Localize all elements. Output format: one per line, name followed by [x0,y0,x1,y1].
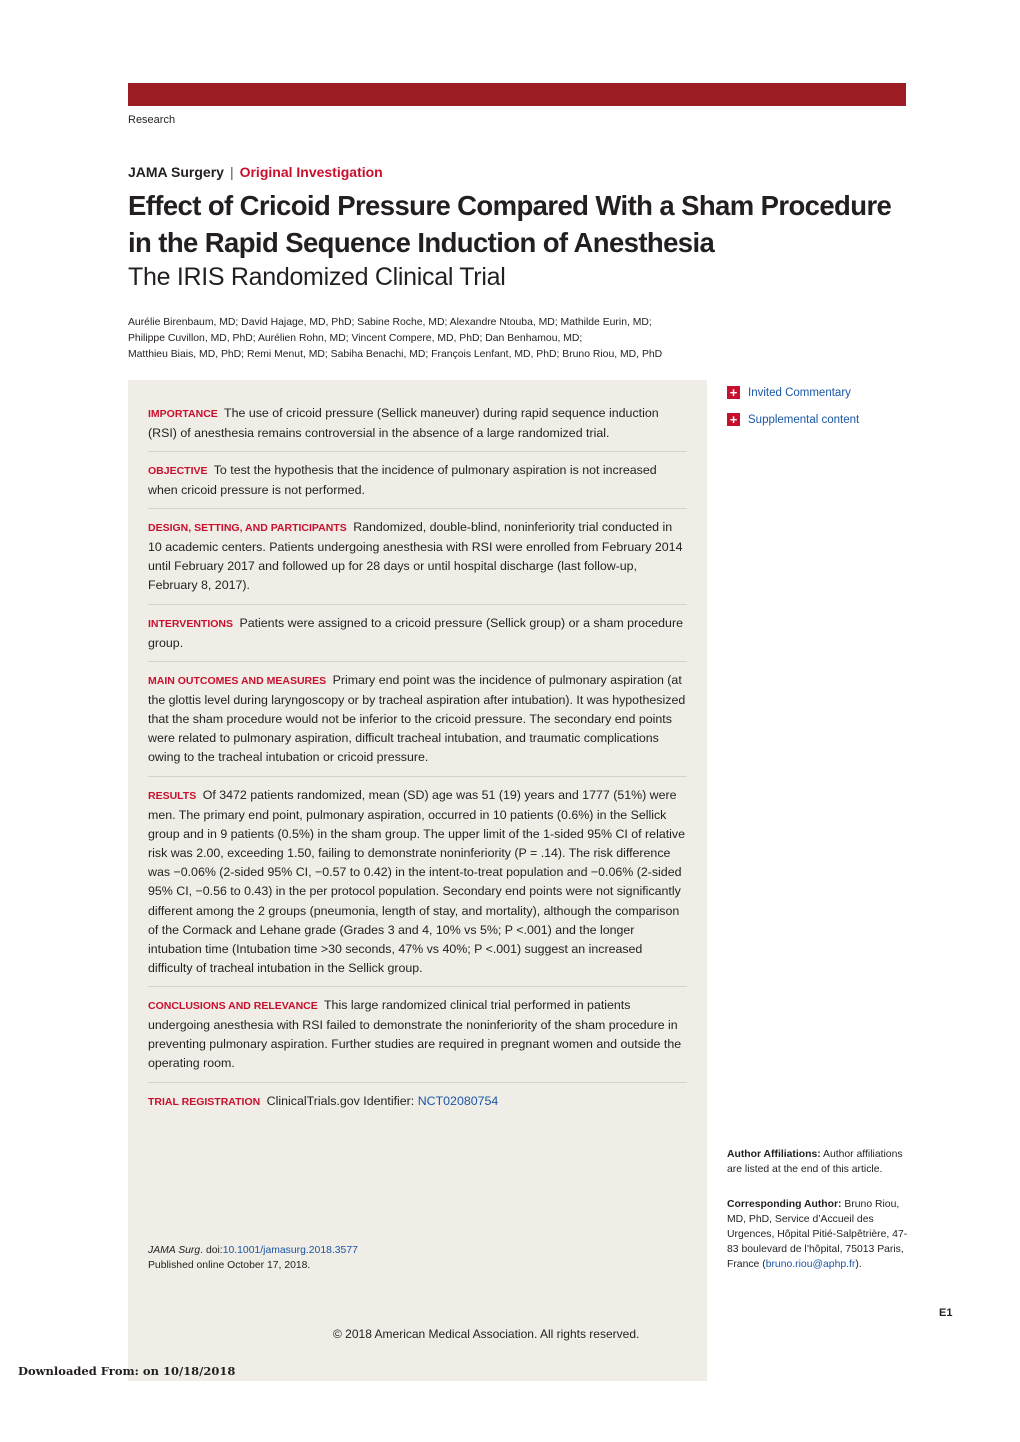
supplemental-content-link[interactable] [727,413,859,426]
abstract-conclusions [148,996,688,1073]
divider [148,776,687,777]
published-date: Published online October 17, 2018. [148,1260,311,1271]
abstract-text: Patients were assigned to a cricoid pressure (Sellick group) or a sham procedure group. [148,616,683,651]
abstract-heading: RESULTS [148,790,197,802]
author-affiliations [727,1147,909,1177]
journal-line [128,164,383,180]
header-bar [128,83,906,106]
author-line: Philippe Cuvillon, MD, PhD; Aurélien Rohn, MD; Vincent Compere, MD, PhD; Dan Benhamou, MD; [128,333,583,344]
author-list [128,315,728,363]
article-type: Original Investigation [239,164,383,180]
supplemental-content-label[interactable]: Supplemental content [748,413,860,426]
corresponding-end: ). [855,1259,862,1270]
abstract-outcomes [148,671,688,767]
journal-separator: | [229,164,234,180]
page-number: E1 [939,1307,953,1319]
abstract-interventions [148,614,688,653]
section-label: Research [128,114,176,126]
divider [148,661,687,662]
copyright: © 2018 American Medical Association. All rights reserved. [333,1327,640,1341]
divider [148,451,687,452]
divider [148,1082,687,1083]
abstract-text: ClinicalTrials.gov Identifier: [266,1094,415,1108]
doi-prefix: . doi: [200,1245,223,1256]
abstract-text: The use of cricoid pressure (Sellick maneuver) during rapid sequence induction (RSI) of anesthesia remains controversial in the absence of a large randomized trial. [148,406,659,441]
abstract-heading: OBJECTIVE [148,465,208,477]
abstract-heading: DESIGN, SETTING, AND PARTICIPANTS [148,522,347,534]
trial-registration-link[interactable]: NCT02080754 [417,1094,499,1108]
invited-commentary-link[interactable] [727,386,851,399]
plus-icon: + [727,386,740,399]
abstract-registration [148,1092,688,1112]
abstract-heading: INTERVENTIONS [148,618,233,630]
journal-abbrev: JAMA Surg [148,1245,201,1256]
abstract-text: Primary end point was the incidence of pulmonary aspiration (at the glottis level during laryngoscopy or by tracheal aspiration after intubation). It was hypothesized that the sham procedure would not be inferior to the cricoid pressure. The secondary end points were related to pulmonary aspiration, difficult tracheal intubation, and traumatic complications owing to the tracheal intubation or cricoid pressure. [148,673,686,765]
abstract-text: This large randomized clinical trial performed in patients undergoing anesthesia with RSI failed to demonstrate the noninferiority of the sham procedure in preventing pulmonary aspiration. Further studies are required in pregnant women and outside the operating room. [148,998,682,1071]
download-stamp: Downloaded From: on 10/18/2018 [18,1364,236,1378]
corresponding-email-link[interactable]: bruno.riou@aphp.fr [765,1259,856,1270]
abstract-text: To test the hypothesis that the incidence of pulmonary aspiration is not increased when cricoid pressure is not performed. [148,463,657,498]
corresponding-author [727,1197,909,1272]
author-line: Aurélie Birenbaum, MD; David Hajage, MD, PhD; Sabine Roche, MD; Alexandre Ntouba, MD; Mathilde Eurin, MD; [128,317,652,328]
abstract-objective [148,461,688,500]
doi-line [148,1243,358,1258]
affiliations-label: Author Affiliations: [727,1149,821,1160]
author-line: Matthieu Biais, MD, PhD; Remi Menut, MD; Sabiha Benachi, MD; François Lenfant, MD, PhD; Bruno Riou, MD, PhD [128,349,663,360]
abstract-importance [148,404,688,443]
doi-link[interactable]: 10.1001/jamasurg.2018.3577 [222,1245,358,1256]
abstract-text: Of 3472 patients randomized, mean (SD) age was 51 (19) years and 1777 (51%) were men. The primary end point, pulmonary aspiration, occurred in 10 patients (0.6%) in the Sellick group and in 9 patients (0.5%) in the sham group. The upper limit of the 1-sided 95% CI of relative risk was 2.00, exceeding 1.50, failing to demonstrate noninferiority (P = .14). The risk difference was −0.06% (2-sided 95% CI, −0.57 to 0.42) in the intent-to-treat population and −0.06% (2-sided 95% CI, −0.56 to 0.43) in the per protocol population. Secondary end points were not significantly different among the 2 groups (pneumonia, length of stay, and mortality), although the comparison of the Cormack and Lehane grade (Grades 3 and 4, 10% vs 5%; P <.001) and the longer intubation time (Intubation time >30 seconds, 47% vs 40%; P <.001) suggest an increased difficulty of tracheal intubation in the Sellick group. [148,788,686,975]
abstract-design [148,518,688,595]
plus-icon: + [727,413,740,426]
invited-commentary-label[interactable]: Invited Commentary [748,386,851,399]
divider [148,986,687,987]
divider [148,604,687,605]
abstract-heading: MAIN OUTCOMES AND MEASURES [148,675,327,687]
affiliations-text: Author affiliations are listed at the end of this article. [727,1149,903,1175]
article-subtitle: The IRIS Randomized Clinical Trial [128,263,506,291]
journal-name: JAMA Surgery [128,164,224,180]
citation [148,1243,358,1273]
abstract-heading: CONCLUSIONS AND RELEVANCE [148,1000,318,1012]
abstract-heading: IMPORTANCE [148,408,218,420]
divider [148,508,687,509]
abstract-heading: TRIAL REGISTRATION [148,1096,261,1108]
corresponding-text: Bruno Riou, MD, PhD, Service d’Accueil des Urgences, Hôpital Pitié-Salpêtrière, 47-83 boulevard de l’hôpital, 75013 Paris, France ( [727,1199,908,1270]
corresponding-label: Corresponding Author: [727,1199,842,1210]
abstract-text: Randomized, double-blind, noninferiority trial conducted in 10 academic centers. Patients undergoing anesthesia with RSI were enrolled from February 2014 until February 2017 and followed up for 28 days or until hospital discharge (last follow-up, February 8, 2017). [148,520,683,593]
abstract-results [148,786,688,978]
article-title: Effect of Cricoid Pressure Compared With a Sham Procedure in the Rapid Sequence Induction of Anesthesia [128,190,892,258]
